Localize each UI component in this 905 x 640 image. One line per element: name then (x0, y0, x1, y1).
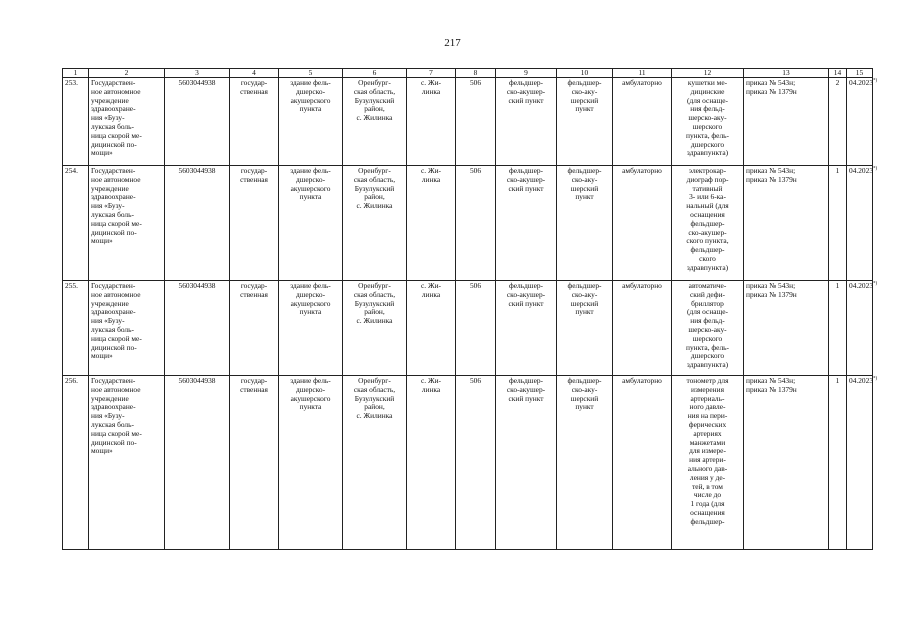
address-line: Бузулукский (354, 183, 395, 193)
column-8-value (456, 281, 496, 376)
equipment-name-line: для измере- (689, 446, 726, 456)
ownership-type (230, 78, 279, 166)
equipment-name-line: ского пункта, (686, 236, 729, 246)
building-name (279, 376, 343, 550)
equipment-name-line: ский дефи- (690, 289, 725, 299)
building-name-line: здание фель- (290, 376, 331, 385)
equipment-name-line: здравпункта) (686, 360, 729, 370)
header-cell: 9 (496, 69, 557, 78)
equipment-name-line: (для оснаще- (687, 95, 728, 105)
ownership-type-line: государ- (240, 78, 268, 87)
quantity-line: 1 (835, 376, 840, 385)
equipment-name (672, 376, 744, 550)
settlement (407, 281, 456, 376)
date-text: 04.2023 (849, 281, 874, 290)
date-value (847, 166, 878, 281)
equipment-name-line: тативный (692, 183, 723, 193)
equipment-name-line: фельдшер- (690, 218, 725, 228)
organization-name-line: здравоохране- (91, 104, 136, 114)
equipment-name-line: автоматиче- (688, 281, 727, 290)
row-number-line: 254. (65, 166, 78, 175)
address (343, 78, 407, 166)
address-line: район, (364, 402, 385, 412)
unit-name-line: ско-акушер- (506, 289, 546, 299)
care-condition-line: амбулаторно (622, 166, 662, 175)
unit-name-short-line: ско-аку- (571, 289, 598, 299)
settlement (407, 78, 456, 166)
equipment-name-line: ско-акушер- (688, 227, 727, 237)
unit-name-line: ско-акушер- (506, 86, 546, 96)
unit-name-short-line: пункт (575, 307, 594, 317)
organization-name-line: ница скорой ме- (91, 333, 142, 343)
header-cell: 7 (407, 69, 456, 78)
equipment-name-line: шерско-аку- (688, 324, 727, 334)
inn-code (165, 281, 230, 376)
date-text: 04.2023 (849, 376, 874, 385)
equipment-name-line: электрокар- (688, 166, 727, 175)
organization-name-line: ния «Бузу- (91, 411, 125, 421)
inn-code (165, 166, 230, 281)
column-8-value (456, 78, 496, 166)
organization-name-line: ное автономное (91, 174, 141, 184)
date-text: 04.2023 (849, 166, 874, 175)
order-reference (744, 376, 829, 550)
header-cell: 3 (165, 69, 230, 78)
equipment-name-line: ния фельд- (690, 316, 725, 326)
organization-name-line: ница скорой ме- (91, 218, 142, 228)
unit-name-short-line: шерский (570, 183, 599, 193)
building-name-line: здание фель- (290, 78, 331, 87)
equipment-name-line: оснащения (690, 507, 725, 517)
settlement-line: с. Жи- (420, 376, 441, 385)
order-reference (744, 166, 829, 281)
address-line: с. Жилинка (356, 316, 393, 326)
organization-name-line: учреждение (91, 298, 129, 308)
date-value (847, 376, 878, 550)
row-number-line: 253. (65, 78, 78, 87)
header-cell: 15 (847, 69, 873, 78)
building-name-line: здание фель- (290, 166, 331, 175)
equipment-name-line: ления у де- (689, 472, 726, 482)
registry-table (62, 68, 878, 550)
equipment-name-line: измерения (690, 384, 724, 394)
care-condition-line: амбулаторно (622, 78, 662, 87)
unit-name (496, 166, 557, 281)
equipment-name-line: дшерского (690, 351, 725, 361)
settlement-line: линка (421, 289, 441, 299)
building-name-line: акушерского (290, 298, 331, 308)
settlement-line: линка (421, 384, 441, 394)
organization-name-line: ное автономное (91, 384, 141, 394)
order-reference-line: приказ № 543н; (746, 376, 796, 385)
order-reference-line: приказ № 1379н (746, 86, 797, 96)
organization-name-line: учреждение (91, 183, 129, 193)
organization-name-line: мощи» (91, 351, 113, 361)
organization-name-line: Государствен- (91, 376, 136, 385)
organization-name-line: ница скорой ме- (91, 428, 142, 438)
equipment-name-line: ного давле- (689, 402, 726, 412)
unit-name (496, 376, 557, 550)
address-line: с. Жилинка (356, 113, 393, 123)
settlement (407, 376, 456, 550)
header-cell: 1 (63, 69, 89, 78)
address-line: район, (364, 192, 385, 202)
settlement-line: с. Жи- (420, 166, 441, 175)
ownership-type (230, 281, 279, 376)
equipment-name-line: ния артери- (689, 455, 726, 465)
order-reference (744, 78, 829, 166)
care-condition-line: амбулаторно (622, 281, 662, 290)
row-number (63, 166, 89, 281)
row-number-line: 255. (65, 281, 78, 290)
order-reference-line: приказ № 1379н (746, 174, 797, 184)
ownership-type-line: государ- (240, 166, 268, 175)
header-cell: 6 (343, 69, 407, 78)
organization-name-line: лукская боль- (91, 121, 134, 131)
quantity-line: 2 (835, 78, 840, 87)
address-line: ская область, (353, 289, 396, 299)
header-cell: 8 (456, 69, 496, 78)
inn-code-line: 5603044938 (178, 376, 216, 385)
footnote-mark: *) (873, 376, 878, 382)
address-line: Бузулукский (354, 393, 395, 403)
building-name-line: акушерского (290, 393, 331, 403)
building-name-line: дшерско- (295, 384, 326, 394)
equipment-name-line: дшерского (690, 139, 725, 149)
footnote-mark: *) (873, 78, 878, 84)
header-cell: 4 (230, 69, 279, 78)
settlement-line: линка (421, 86, 441, 96)
organization-name-line: лукская боль- (91, 419, 134, 429)
unit-name-short-line: ско-аку- (571, 384, 598, 394)
address-line: Оренбург- (358, 166, 391, 175)
table-row (63, 376, 873, 550)
column-8-value-line: 506 (469, 166, 482, 175)
unit-name (496, 78, 557, 166)
address-line: ская область, (353, 86, 396, 96)
address-line: Оренбург- (358, 78, 391, 87)
organization-name-line: здравоохране- (91, 402, 136, 412)
ownership-type (230, 376, 279, 550)
row-number (63, 376, 89, 550)
organization-name (89, 78, 165, 166)
row-number-line: 256. (65, 376, 78, 385)
order-reference-line: приказ № 543н; (746, 281, 796, 290)
organization-name-line: ное автономное (91, 289, 141, 299)
equipment-name (672, 166, 744, 281)
quantity (829, 166, 847, 281)
unit-name (496, 281, 557, 376)
organization-name-line: Государствен- (91, 78, 136, 87)
inn-code-line: 5603044938 (178, 281, 216, 290)
quantity (829, 376, 847, 550)
equipment-name-line: ского (699, 253, 716, 263)
equipment-name-line: пункта, фель- (686, 342, 729, 352)
address-line: Бузулукский (354, 95, 395, 105)
settlement-line: с. Жи- (420, 281, 441, 290)
equipment-name-line: ферических (688, 419, 727, 429)
unit-name-line: ско-акушер- (506, 384, 546, 394)
column-8-value-line: 506 (469, 281, 482, 290)
inn-code (165, 376, 230, 550)
organization-name-line: ница скорой ме- (91, 130, 142, 140)
address-line: район, (364, 104, 385, 114)
equipment-name-line: тей, в том (692, 481, 723, 491)
equipment-name-line: здравпункта) (686, 148, 729, 158)
unit-name-short (557, 376, 613, 550)
organization-name (89, 166, 165, 281)
organization-name-line: лукская боль- (91, 324, 134, 334)
organization-name (89, 281, 165, 376)
address-line: Бузулукский (354, 298, 395, 308)
care-condition (613, 166, 672, 281)
organization-name-line: учреждение (91, 393, 129, 403)
building-name-line: акушерского (290, 183, 331, 193)
building-name-line: здание фель- (290, 281, 331, 290)
column-8-value-line: 506 (469, 78, 482, 87)
equipment-name-line: бриллятор (691, 298, 724, 308)
ownership-type-line: государ- (240, 376, 268, 385)
organization-name-line: лукская боль- (91, 209, 134, 219)
unit-name-line: ский пункт (508, 393, 544, 403)
ownership-type-line: ственная (240, 174, 268, 184)
organization-name-line: ния «Бузу- (91, 316, 125, 326)
care-condition (613, 281, 672, 376)
equipment-name-line: (для оснаще- (687, 307, 728, 317)
address (343, 281, 407, 376)
settlement-line: с. Жи- (420, 78, 441, 87)
equipment-name-line: оснащения (690, 209, 725, 219)
unit-name-short-line: ско-аку- (571, 174, 598, 184)
care-condition (613, 78, 672, 166)
equipment-name-line: фельдшер- (690, 245, 725, 255)
equipment-name-line: пункта, фель- (686, 130, 729, 140)
care-condition-line: амбулаторно (622, 376, 662, 385)
ownership-type-line: государ- (240, 281, 268, 290)
header-cell: 14 (829, 69, 847, 78)
unit-name-short-line: пункт (575, 192, 594, 202)
column-8-value (456, 166, 496, 281)
table-row (63, 78, 873, 166)
ownership-type-line: ственная (240, 86, 268, 96)
address (343, 166, 407, 281)
settlement-line: линка (421, 174, 441, 184)
unit-name-short-line: ско-аку- (571, 86, 598, 96)
equipment-name-line: 3- или 6-ка- (689, 192, 726, 202)
organization-name-line: дицинской по- (91, 227, 137, 237)
equipment-name-line: артериях (693, 428, 722, 438)
organization-name-line: здравоохране- (91, 307, 136, 317)
table-row (63, 281, 873, 376)
equipment-name-line: здравпункта) (686, 262, 729, 272)
organization-name-line: мощи» (91, 236, 113, 246)
header-cell: 12 (672, 69, 744, 78)
date-value (847, 78, 878, 166)
organization-name-line: учреждение (91, 95, 129, 105)
organization-name-line: здравоохране- (91, 192, 136, 202)
equipment-name-line: дицинские (690, 86, 725, 96)
page-number: 217 (444, 37, 461, 49)
building-name-line: акушерского (290, 95, 331, 105)
equipment-name-line: шерского (692, 333, 723, 343)
order-reference (744, 281, 829, 376)
ownership-type-line: ственная (240, 384, 268, 394)
equipment-name (672, 78, 744, 166)
organization-name (89, 376, 165, 550)
address-line: Оренбург- (358, 376, 391, 385)
column-8-value-line: 506 (469, 376, 482, 385)
equipment-name-line: числе до (693, 490, 722, 500)
address-line: с. Жилинка (356, 201, 393, 211)
organization-name-line: дицинской по- (91, 437, 137, 447)
order-reference-line: приказ № 543н; (746, 78, 796, 87)
equipment-name-line: фельдшер- (690, 516, 725, 526)
organization-name-line: Государствен- (91, 166, 136, 175)
column-8-value (456, 376, 496, 550)
header-cell: 5 (279, 69, 343, 78)
unit-name-short-line: фельдшер- (567, 281, 602, 290)
unit-name-line: фельдшер- (508, 78, 544, 87)
unit-name-short-line: фельдшер- (567, 376, 602, 385)
organization-name-line: ное автономное (91, 86, 141, 96)
header-cell: 10 (557, 69, 613, 78)
ownership-type (230, 166, 279, 281)
unit-name-line: ский пункт (508, 183, 544, 193)
inn-code (165, 78, 230, 166)
unit-name-short (557, 166, 613, 281)
organization-name-line: ния «Бузу- (91, 201, 125, 211)
quantity (829, 78, 847, 166)
equipment-name-line: нальный (для (686, 201, 729, 211)
unit-name-short-line: шерский (570, 393, 599, 403)
footnote-mark: *) (873, 166, 878, 172)
building-name (279, 78, 343, 166)
equipment-name-line: 1 года (для (690, 499, 725, 509)
address-line: с. Жилинка (356, 411, 393, 421)
unit-name-line: ский пункт (508, 298, 544, 308)
organization-name-line: дицинской по- (91, 342, 137, 352)
quantity-line: 1 (835, 281, 840, 290)
header-row (63, 69, 873, 78)
quantity-line: 1 (835, 166, 840, 175)
quantity (829, 281, 847, 376)
equipment-name-line: диограф пор- (686, 174, 729, 184)
footnote-mark: *) (873, 281, 878, 287)
organization-name-line: мощи» (91, 446, 113, 456)
unit-name-line: ский пункт (508, 95, 544, 105)
building-name-line: пункта (299, 192, 322, 202)
order-reference-line: приказ № 543н; (746, 166, 796, 175)
equipment-name-line: шерско-аку- (688, 113, 727, 123)
equipment-name-line: ния фельд- (690, 104, 725, 114)
unit-name-short-line: шерский (570, 298, 599, 308)
row-number (63, 281, 89, 376)
unit-name-short-line: шерский (570, 95, 599, 105)
organization-name-line: ния «Бузу- (91, 113, 125, 123)
unit-name-short-line: пункт (575, 104, 594, 114)
equipment-name-line: ального дав- (687, 463, 728, 473)
address (343, 376, 407, 550)
organization-name-line: мощи» (91, 148, 113, 158)
address-line: Оренбург- (358, 281, 391, 290)
equipment-name-line: артериаль- (690, 393, 725, 403)
address-line: район, (364, 307, 385, 317)
ownership-type-line: ственная (240, 289, 268, 299)
unit-name-short-line: фельдшер- (567, 166, 602, 175)
equipment-name (672, 281, 744, 376)
inn-code-line: 5603044938 (178, 78, 216, 87)
header-cell: 11 (613, 69, 672, 78)
address-line: ская область, (353, 174, 396, 184)
date-value (847, 281, 878, 376)
order-reference-line: приказ № 1379н (746, 384, 797, 394)
building-name-line: дшерско- (295, 289, 326, 299)
unit-name-line: фельдшер- (508, 166, 544, 175)
organization-name-line: Государствен- (91, 281, 136, 290)
building-name (279, 281, 343, 376)
order-reference-line: приказ № 1379н (746, 289, 797, 299)
building-name-line: пункта (299, 402, 322, 412)
date-text: 04.2023 (849, 78, 874, 87)
unit-name-short-line: фельдшер- (567, 78, 602, 87)
table-row (63, 166, 873, 281)
organization-name-line: дицинской по- (91, 139, 137, 149)
unit-name-line: фельдшер- (508, 376, 544, 385)
equipment-name-line: тонометр для (686, 376, 729, 385)
care-condition (613, 376, 672, 550)
unit-name-short (557, 78, 613, 166)
unit-name-short (557, 281, 613, 376)
building-name-line: пункта (299, 104, 322, 114)
header-cell: 13 (744, 69, 829, 78)
equipment-name-line: кушетки ме- (687, 78, 728, 87)
building-name-line: пункта (299, 307, 322, 317)
equipment-name-line: манжетами (689, 437, 726, 447)
unit-name-line: фельдшер- (508, 281, 544, 290)
building-name-line: дшерско- (295, 86, 326, 96)
header-cell: 2 (89, 69, 165, 78)
building-name-line: дшерско- (295, 174, 326, 184)
inn-code-line: 5603044938 (178, 166, 216, 175)
unit-name-short-line: пункт (575, 402, 594, 412)
settlement (407, 166, 456, 281)
equipment-name-line: шерского (692, 121, 723, 131)
equipment-name-line: ния на пери- (687, 411, 728, 421)
address-line: ская область, (353, 384, 396, 394)
unit-name-line: ско-акушер- (506, 174, 546, 184)
building-name (279, 166, 343, 281)
row-number (63, 78, 89, 166)
